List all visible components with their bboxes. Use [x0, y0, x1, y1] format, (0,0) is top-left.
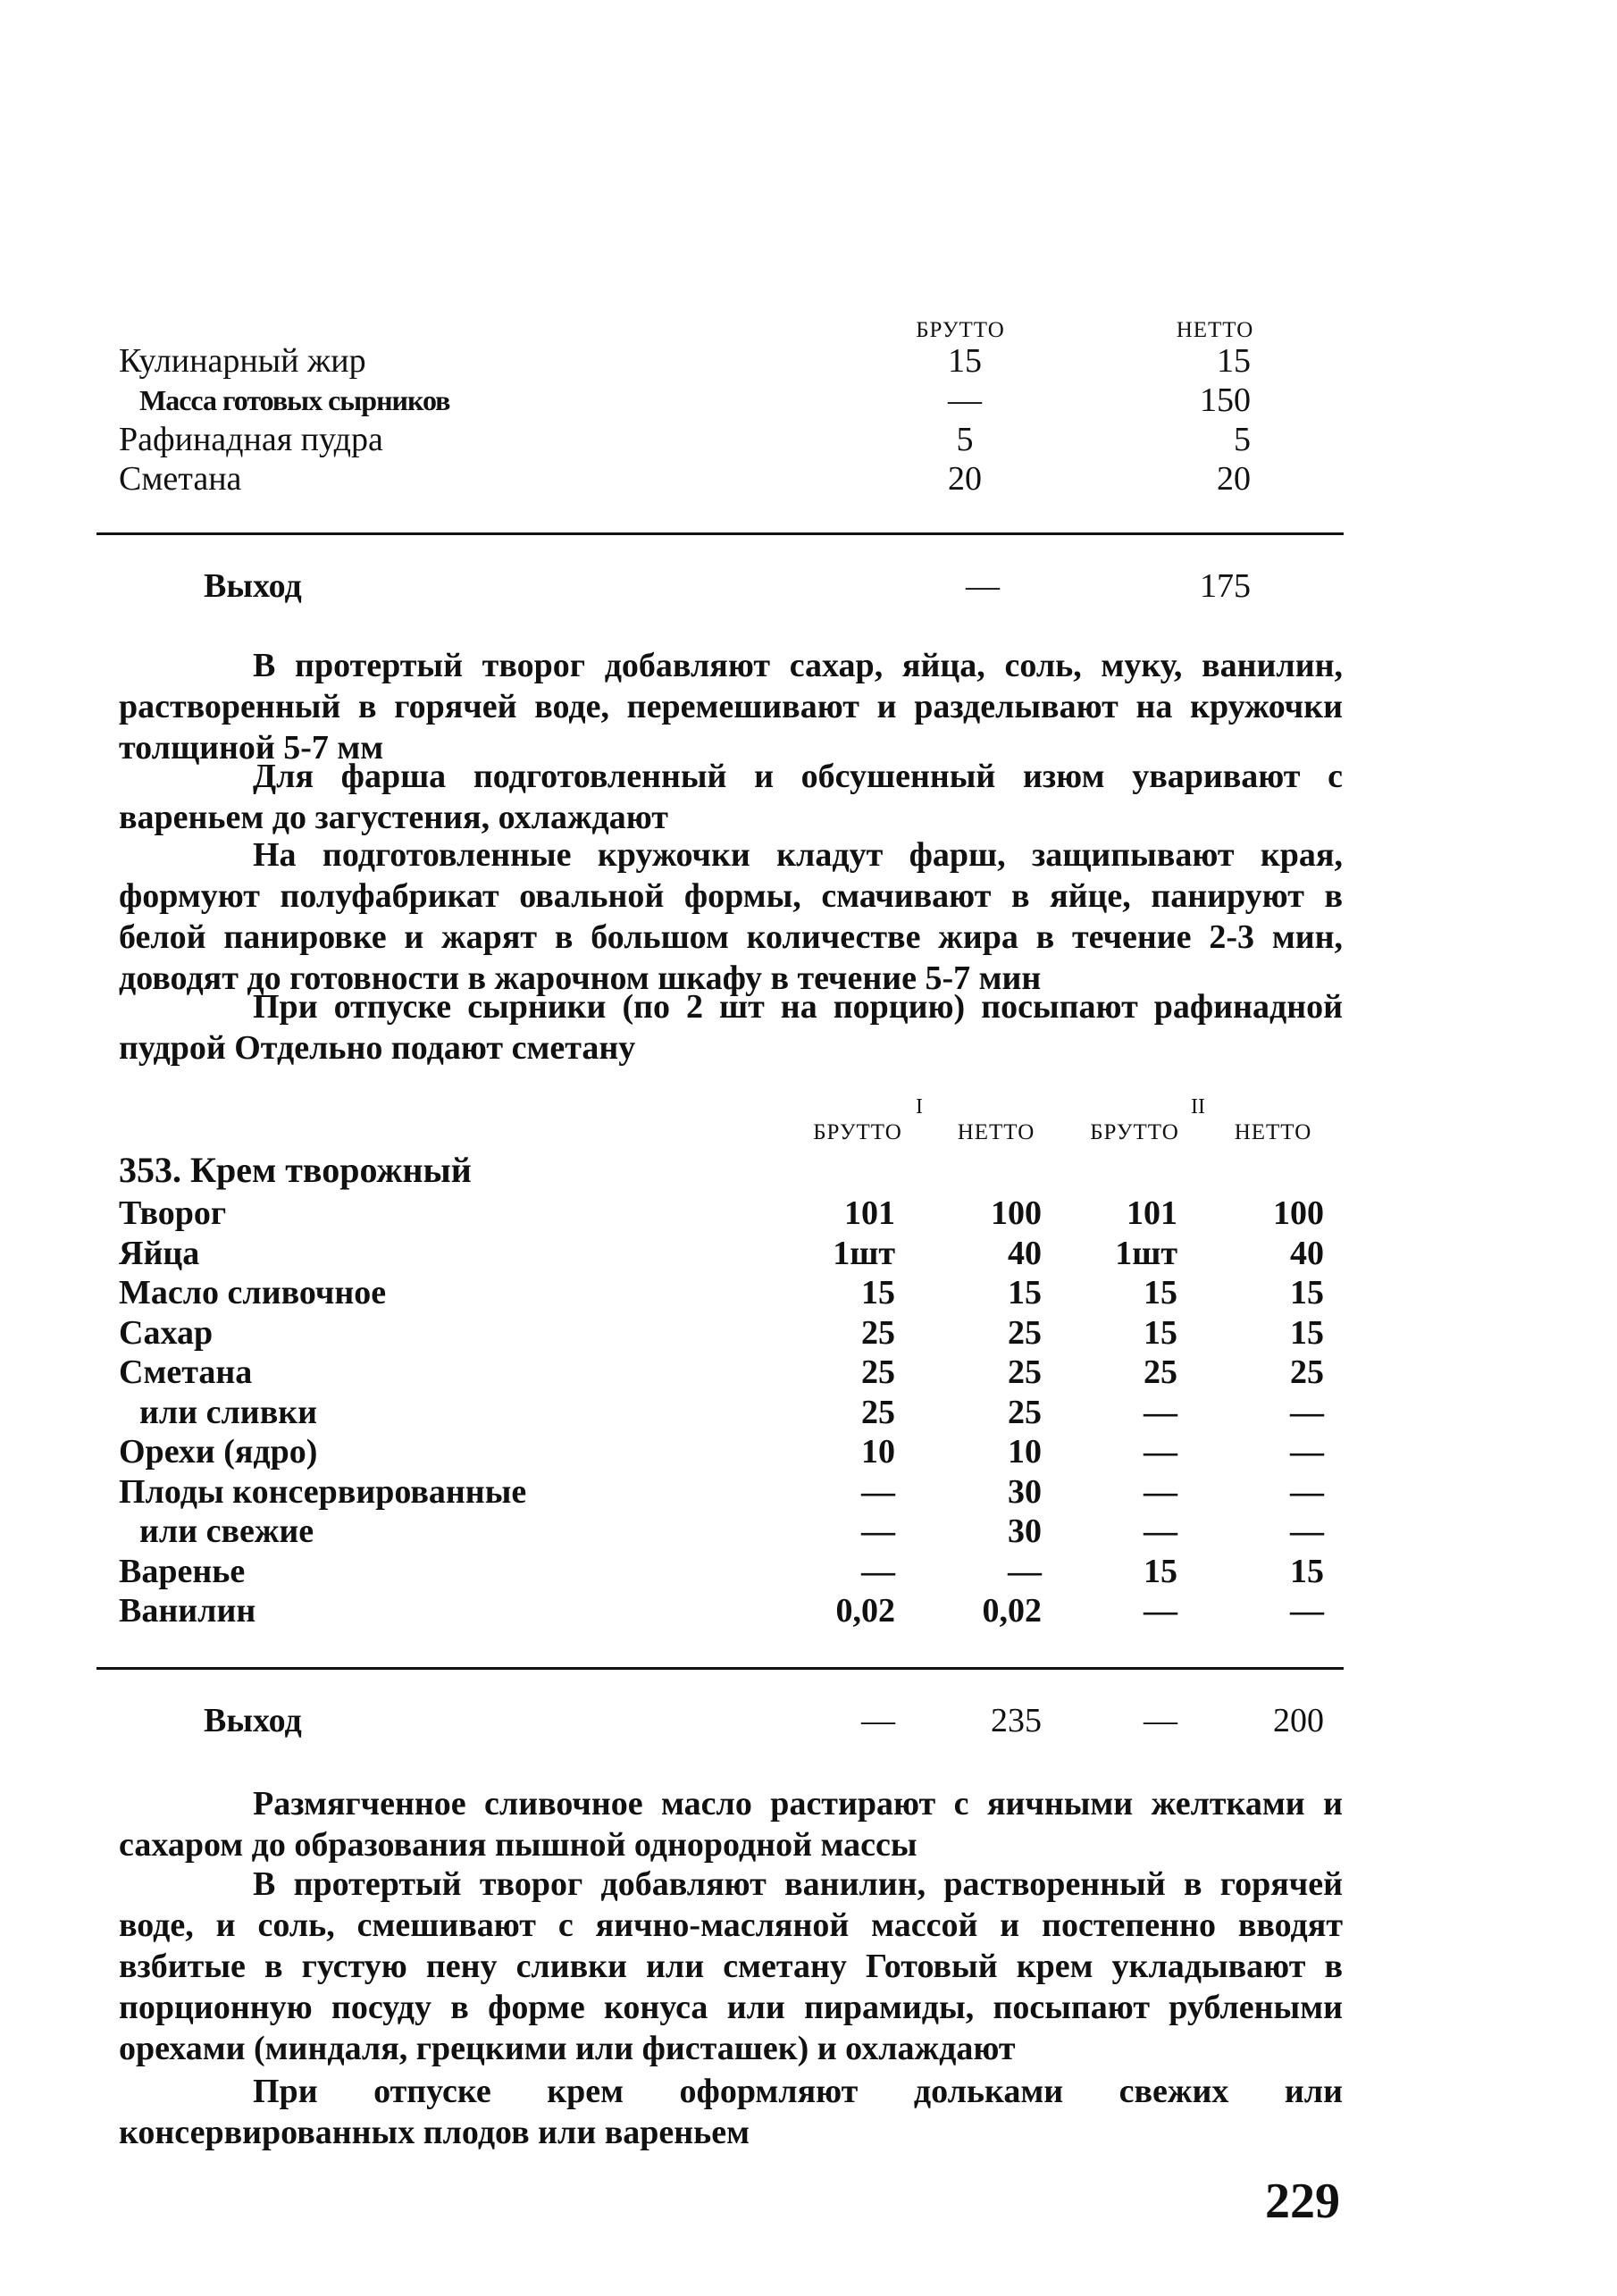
paragraph: На подготовленные кружочки кладут фарш, защипывают края, формуют полуфабрикат овальной формы, смачивают в яйце, панируют в белой панировке и жарят в большом количестве жира в течение 2-3 мин, доводят до готовности в жарочном шкафу в течение 5-7 мин [119, 836, 1343, 997]
table1-row-brutto: 5 [956, 421, 974, 458]
table2-cell: — [1290, 1592, 1324, 1630]
table1-row-brutto: — [948, 381, 982, 419]
table1-row-name: Кулинарный жир [119, 342, 366, 380]
table1-row-name: Сметана [119, 460, 242, 498]
table2-group-label: II [1191, 1095, 1205, 1119]
table2-cell: 15 [1290, 1314, 1324, 1352]
table2-cell: 1шт [1115, 1235, 1177, 1272]
table2-cell: — [1144, 1592, 1177, 1630]
table1-row-brutto: 20 [948, 460, 982, 498]
table2-cell: 100 [1273, 1194, 1324, 1232]
table2-cell: 15 [1290, 1274, 1324, 1311]
table2-cell: 0,02 [835, 1592, 895, 1630]
table1-yield-netto: 175 [1200, 567, 1251, 605]
paragraph: При отпуске крем оформляют дольками свежих или консервированных плодов или вареньем [119, 2073, 1343, 2151]
table1-row-netto: 15 [1217, 342, 1251, 380]
table2-cell: 25 [861, 1394, 895, 1431]
table2-cell: 30 [1008, 1473, 1042, 1511]
paragraph: Размягченное сливочное масло растирают с яичными желтками и сахаром до образования пышной однородной массы [119, 1785, 1343, 1864]
table2-cell: 101 [1127, 1194, 1177, 1232]
paragraph: При отпуске сырники (по 2 шт на порцию) посыпают рафинадной пудрой Отдельно подают сметану [119, 988, 1343, 1067]
table2-cell: 10 [1008, 1433, 1042, 1471]
table2-cell: — [1144, 1433, 1177, 1471]
table2-cell: 15 [1144, 1553, 1177, 1590]
table2-row-name: Варенье [119, 1553, 246, 1590]
table2-yield-value: 235 [991, 1702, 1042, 1739]
table2-row-name: Творог [119, 1194, 227, 1232]
table2-cell: 30 [1008, 1513, 1042, 1550]
table2-cell: 1шт [833, 1235, 895, 1272]
table2-cell: — [861, 1473, 895, 1511]
table1-row-netto: 150 [1200, 381, 1251, 419]
table1-row-netto: 20 [1217, 460, 1251, 498]
table1-row-brutto: 15 [948, 342, 982, 380]
table2-cell: — [1144, 1513, 1177, 1550]
table2-cell: — [1008, 1553, 1042, 1590]
table2-cell: 25 [861, 1353, 895, 1391]
paragraph: В протертый творог добавляют сахар, яйца, соль, муку, ванилин, растворенный в горячей воде, перемешивают и разделывают на кружочки толщиной 5-7 мм [119, 647, 1343, 767]
table2-cell: 25 [1008, 1314, 1042, 1352]
table2-header: НЕТТО [957, 1120, 1035, 1144]
table2-cell: 40 [1008, 1235, 1042, 1272]
table2-cell: 15 [1144, 1274, 1177, 1311]
table2-cell: 15 [1144, 1314, 1177, 1352]
table2-cell: — [1144, 1394, 1177, 1431]
table2-yield-label: Выход [204, 1702, 302, 1739]
table2-header: БРУТТО [813, 1120, 902, 1144]
table2-cell: 40 [1290, 1235, 1324, 1272]
page-number: 229 [1265, 2174, 1340, 2229]
table1-yield-brutto: — [966, 567, 1000, 605]
table2-header: НЕТТО [1234, 1120, 1312, 1144]
table2-cell: 15 [1008, 1274, 1042, 1311]
table2-row-name: Плоды консервированные [119, 1473, 527, 1511]
divider-rule [96, 532, 1344, 535]
table1-row-name: Масса готовых сырников [139, 384, 450, 416]
table2-cell: 25 [1290, 1353, 1324, 1391]
table2-cell: — [861, 1513, 895, 1550]
table2-cell: — [1144, 1473, 1177, 1511]
table1-header-netto: НЕТТО [1176, 318, 1254, 342]
table2-cell: 15 [1290, 1553, 1324, 1590]
recipe-title: 353. Крем творожный [119, 1150, 472, 1190]
table2-row-name: Масло сливочное [119, 1274, 387, 1311]
table2-yield-value: — [861, 1702, 895, 1739]
table2-cell: 10 [861, 1433, 895, 1471]
table2-cell: — [1290, 1473, 1324, 1511]
table2-row-name: Сметана [119, 1353, 253, 1391]
paragraph: В протертый творог добавляют ванилин, растворенный в горячей воде, и соль, смешивают с яично-масляной массой и постепенно вводят взбитые в густую пену сливки или сметану Готовый крем укладывают в порционную посуду в форме конуса или пирамиды, посыпают рублеными орехами (миндаля, грецкими или фисташек) и охлаждают [119, 1865, 1343, 2067]
table2-yield-value: 200 [1273, 1702, 1324, 1739]
table1-yield-label: Выход [204, 567, 302, 605]
table1-row-netto: 5 [1234, 421, 1251, 458]
paragraph: Для фарша подготовленный и обсушенный изюм уваривают с вареньем до загустения, охлаждают [119, 758, 1343, 836]
table2-row-name: или сливки [139, 1394, 317, 1431]
table2-cell: 0,02 [982, 1592, 1042, 1630]
table2-group-label: I [916, 1095, 923, 1119]
table2-row-name: Сахар [119, 1314, 214, 1352]
table2-cell: — [1290, 1433, 1324, 1471]
table1-header-brutto: БРУТТО [916, 318, 1005, 342]
table2-cell: 15 [861, 1274, 895, 1311]
table2-cell: 100 [991, 1194, 1042, 1232]
table2-cell: — [1290, 1513, 1324, 1550]
table2-row-name: Яйца [119, 1235, 200, 1272]
table2-header: БРУТТО [1090, 1120, 1179, 1144]
table2-cell: 25 [1144, 1353, 1177, 1391]
divider-rule [96, 1667, 1344, 1670]
table2-cell: 25 [861, 1314, 895, 1352]
table2-cell: — [861, 1553, 895, 1590]
table1-row-name: Рафинадная пудра [119, 421, 383, 458]
table2-cell: 101 [844, 1194, 895, 1232]
table2-cell: 25 [1008, 1353, 1042, 1391]
table2-row-name: Орехи (ядро) [119, 1433, 318, 1471]
table2-cell: — [1290, 1394, 1324, 1431]
table2-yield-value: — [1144, 1702, 1177, 1739]
table2-row-name: Ванилин [119, 1592, 256, 1630]
table2-cell: 25 [1008, 1394, 1042, 1431]
table2-row-name: или свежие [139, 1513, 314, 1550]
